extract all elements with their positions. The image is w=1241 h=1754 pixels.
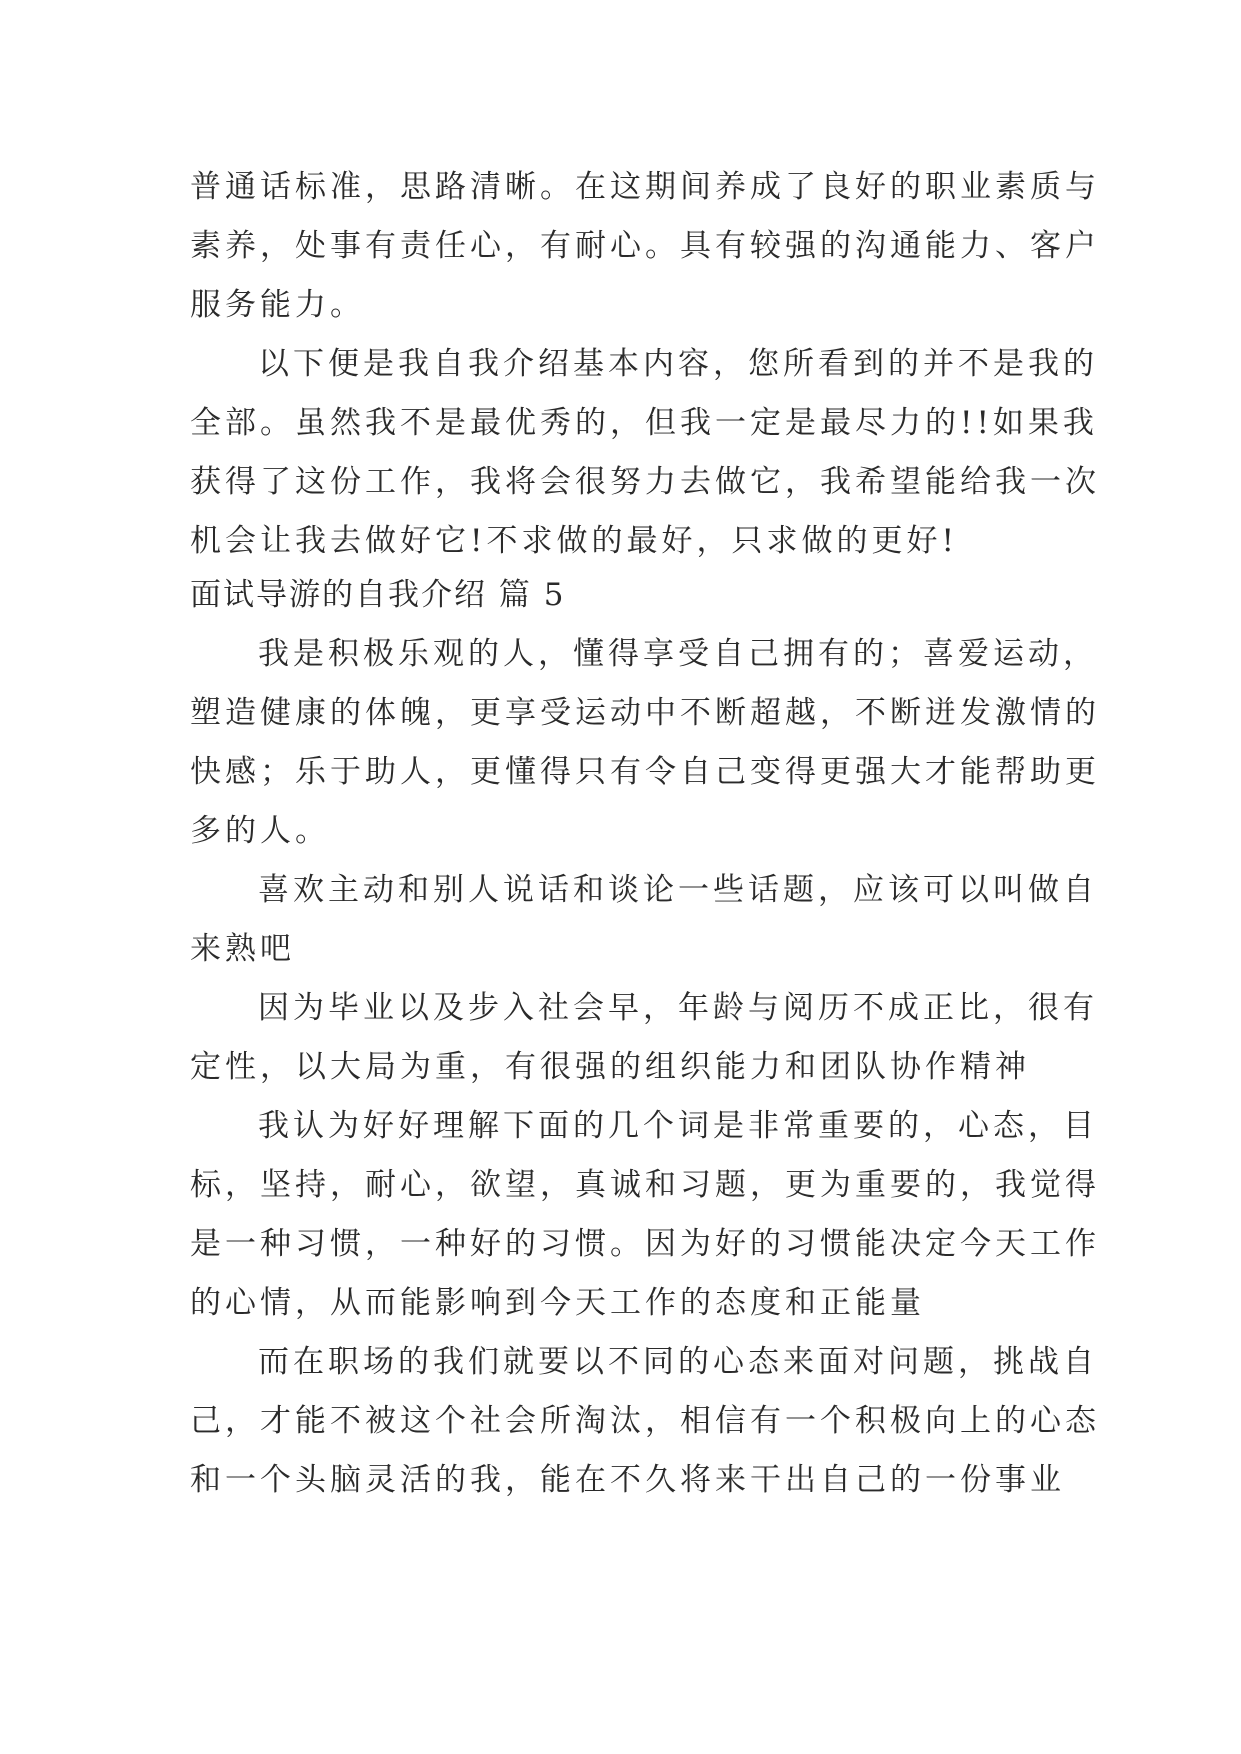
paragraph-line: 我是积极乐观的人，懂得享受自己拥有的；喜爱运动， <box>258 636 1098 672</box>
paragraph-line: 普通话标准，思路清晰。在这期间养成了良好的职业素质与 <box>190 169 1100 205</box>
paragraph-line: 快感；乐于助人，更懂得只有令自己变得更强大才能帮助更 <box>190 754 1100 790</box>
paragraph-line: 以下便是我自我介绍基本内容，您所看到的并不是我的 <box>258 346 1098 382</box>
paragraph-line: 是一种习惯，一种好的习惯。因为好的习惯能决定今天工作 <box>190 1226 1100 1262</box>
paragraph-line: 我认为好好理解下面的几个词是非常重要的，心态，目 <box>258 1108 1098 1144</box>
paragraph-line: 定性，以大局为重，有很强的组织能力和团队协作精神 <box>190 1049 1030 1085</box>
paragraph-line: 因为毕业以及步入社会早，年龄与阅历不成正比，很有 <box>258 990 1098 1026</box>
paragraph-line: 的心情，从而能影响到今天工作的态度和正能量 <box>190 1285 925 1321</box>
paragraph-line: 而在职场的我们就要以不同的心态来面对问题，挑战自 <box>258 1344 1098 1380</box>
paragraph-line: 素养，处事有责任心，有耐心。具有较强的沟通能力、客户 <box>190 228 1100 264</box>
paragraph-line: 喜欢主动和别人说话和谈论一些话题，应该可以叫做自 <box>258 872 1098 908</box>
paragraph-line: 多的人。 <box>190 813 330 849</box>
paragraph-line: 服务能力。 <box>190 287 365 323</box>
section-heading: 面试导游的自我介绍 篇 5 <box>190 577 566 613</box>
paragraph-line: 标，坚持，耐心，欲望，真诚和习题，更为重要的，我觉得 <box>190 1167 1100 1203</box>
paragraph-line: 机会让我去做好它!不求做的最好，只求做的更好! <box>190 523 958 559</box>
paragraph-line: 塑造健康的体魄，更享受运动中不断超越，不断迸发激情的 <box>190 695 1100 731</box>
paragraph-line: 己，才能不被这个社会所淘汰，相信有一个积极向上的心态 <box>190 1403 1100 1439</box>
paragraph-line: 和一个头脑灵活的我，能在不久将来干出自己的一份事业 <box>190 1462 1065 1498</box>
paragraph-line: 全部。虽然我不是最优秀的，但我一定是最尽力的!!如果我 <box>190 405 1098 441</box>
paragraph-line: 获得了这份工作，我将会很努力去做它，我希望能给我一次 <box>190 464 1100 500</box>
paragraph-line: 来熟吧 <box>190 931 295 967</box>
